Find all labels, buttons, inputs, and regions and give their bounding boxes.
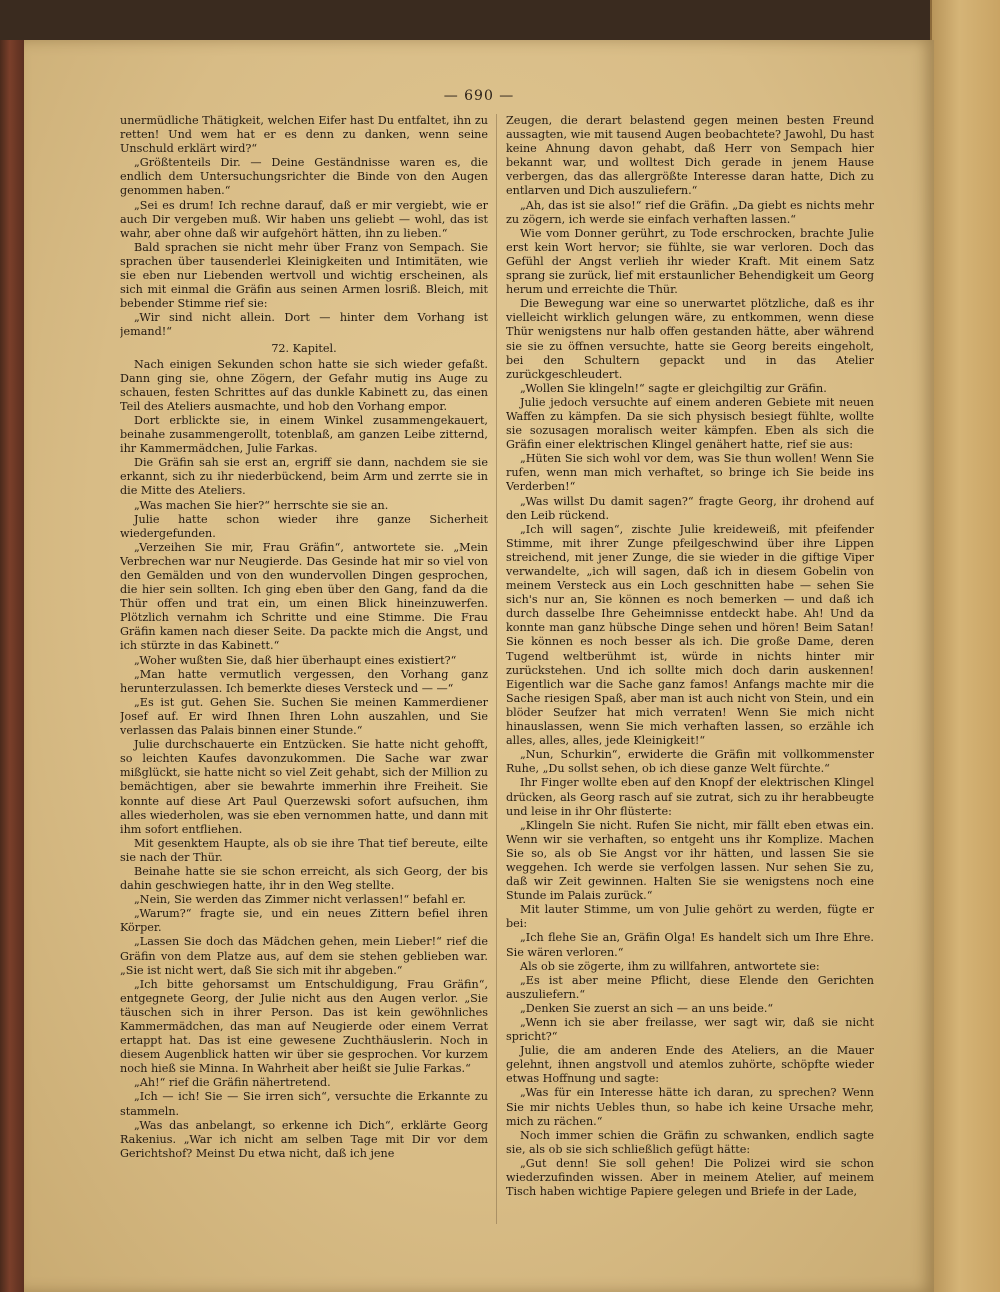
paragraph: „Ich flehe Sie an, Gräfin Olga! Es handelt sich um Ihre Ehre. Sie wären verloren.“	[506, 931, 874, 959]
paragraph: Noch immer schien die Gräfin zu schwanken, endlich sagte sie, als ob sie sich schließlich gefügt hätte:	[506, 1128, 874, 1156]
page-number: — 690 —	[443, 88, 515, 104]
paragraph: „Sei es drum! Ich rechne darauf, daß er mir vergiebt, wie er auch Dir vergeben muß. Wir haben uns geliebt — wohl, das ist wahr, aber ohne daß wir aufgehört hätten, ihn zu lieben.“	[120, 198, 488, 240]
paragraph: „Größtenteils Dir. — Deine Geständnisse waren es, die endlich dem Untersuchungsrichter die Binde von den Augen genommen haben.“	[120, 156, 488, 198]
paragraph: „Nun, Schurkin“, erwiderte die Gräfin mit vollkommenster Ruhe, „Du sollst sehen, ob ich diese ganze Welt fürchte.“	[506, 748, 874, 776]
paragraph: „Ich — ich! Sie — Sie irren sich“, versuchte die Erkannte zu stammeln.	[120, 1090, 488, 1118]
paragraph: „Was willst Du damit sagen?“ fragte Georg, ihr drohend auf den Leib rückend.	[506, 494, 874, 522]
paragraph: Als ob sie zögerte, ihm zu willfahren, antwortete sie:	[520, 959, 820, 973]
paragraph: Nach einigen Sekunden schon hatte sie sich wieder gefaßt. Dann ging sie, ohne Zögern, der Gefahr mutig ins Auge zu schauen, festen Schrittes auf das dunkle Kabinett zu, das einen Teil des Ateliers ausmachte, und hob den Vorhang empor.	[120, 357, 488, 413]
paragraph: „Klingeln Sie nicht. Rufen Sie nicht, mir fällt eben etwas ein. Wenn wir sie verhaften, so entgeht uns ihr Komplize. Machen Sie so, als ob Sie Angst vor ihr hätten, und lassen Sie sie weggehen. Ich werde sie verfolgen lassen. Nur sehen Sie zu, daß wir Zeit gewinnen. Halten Sie sie wenigstens noch eine Stunde im Palais zurück.“	[506, 818, 874, 903]
paragraph: Mit gesenktem Haupte, als ob sie ihre That tief bereute, eilte sie nach der Thür.	[120, 836, 488, 864]
paragraph: „Was machen Sie hier?“ herrschte sie sie an.	[134, 498, 389, 512]
paragraph: „Was das anbelangt, so erkenne ich Dich“, erklärte Georg Rakenius. „War ich nicht am selben Tage mit Dir vor dem Gerichtshof? Meinst Du etwa nicht, daß ich jene	[120, 1118, 488, 1160]
paragraph: „Ah, das ist sie also!“ rief die Gräfin. „Da giebt es nichts mehr zu zögern, ich werde sie einfach verhaften lassen.“	[506, 198, 874, 226]
paragraph: „Woher wußten Sie, daß hier überhaupt eines existiert?“	[134, 653, 457, 667]
column-divider	[496, 114, 497, 1224]
paragraph: „Wollen Sie klingeln!“ sagte er gleichgiltig zur Gräfin.	[520, 381, 827, 395]
paragraph: Ihr Finger wollte eben auf den Knopf der elektrischen Klingel drücken, als Georg rasch auf sie zutrat, sich zu ihr herabbeugte und leise in ihr Ohr flüsterte:	[506, 776, 874, 818]
paragraph: „Lassen Sie doch das Mädchen gehen, mein Lieber!“ rief die Gräfin von dem Platze aus, auf dem sie stehen geblieben war. „Sie ist nicht wert, daß Sie sich mit ihr abgeben.“	[120, 935, 488, 977]
paragraph: „Ich will sagen“, zischte Julie kreideweiß, mit pfeifender Stimme, mit ihrer Zunge pfeilgeschwind über ihre Lippen streichend, mit jener Zunge, die sie wieder in die giftige Viper verwandelte, „ich will sagen, daß ich in diesem Gobelin von meinem Versteck aus ein Loch geschnitten habe — sehen Sie sich's nur an, Sie können es noch bemerken — und daß ich durch dasselbe Ihre Geheimnisse entdeckt habe. Ah! Und da konnte man ganz hübsche Dinge sehen und hören! Beim Satan! Sie können es noch besser als ich. Die große Dame, deren Tugend weltberühmt ist, würde in nichts hinter mir zurückstehen. Und ich sollte mich doch darin auskennen! Eigentlich war die Sache ganz famos! Anfangs machte mir die Sache riesigen Spaß, aber man ist auch nicht von Stein, und ein blöder Seufzer hat mich verraten! Wenn Sie mich nicht hinauslassen, wenn Sie mich verhaften lassen, so erzähle ich alles, alles, alles, jede Kleinigkeit!“	[506, 522, 874, 748]
paragraph: Mit lauter Stimme, um von Julie gehört zu werden, fügte er bei:	[506, 903, 874, 931]
chapter-heading: 72. Kapitel.	[271, 341, 337, 355]
paragraph: „Ah!“ rief die Gräfin nähertretend.	[134, 1076, 331, 1090]
paragraph: Wie vom Donner gerührt, zu Tode erschrocken, brachte Julie erst kein Wort hervor; sie fühlte, sie war verloren. Doch das Gefühl der Angst verlieh ihr wieder Kraft. Mit einem Satz sprang sie zurück, lief mit erstaunlicher Behendigkeit um Georg herum und erreichte die Thür.	[506, 226, 874, 297]
paragraph: „Warum?“ fragte sie, und ein neues Zittern befiel ihren Körper.	[120, 907, 488, 935]
book-page	[24, 40, 934, 1292]
paragraph: Dort erblickte sie, in einem Winkel zusammengekauert, beinahe zusammengerollt, totenblaß, am ganzen Leibe zitternd, ihr Kammermädchen, Julie Farkas.	[120, 413, 488, 456]
paragraph: Bald sprachen sie nicht mehr über Franz von Sempach. Sie sprachen über tausenderlei Kleinigkeiten und Intimitäten, wie sie eben nur Liebenden wertvoll und wichtig erscheinen, als sich mit einmal die Gräfin aus seinen Armen losriß. Bleich, mit bebender Stimme rief sie:	[120, 240, 488, 311]
paragraph: „Ich bitte gehorsamst um Entschuldigung, Frau Gräfin“, entgegnete Georg, der Julie nicht aus den Augen verlor. „Sie täuschen sich in ihrer Person. Das ist kein gewöhnliches Kammermädchen, das man auf Neugierde oder einem Verrat ertappt hat. Das ist eine gewesene Zuchthäuslerin. Noch in diesem Augenblick hatten wir über sie gesprochen. Vor kurzem noch hieß sie Minna. In Wahrheit aber heißt sie Julie Farkas.“	[120, 977, 488, 1076]
book-cover-edge	[0, 40, 24, 1292]
paragraph: „Man hatte vermutlich vergessen, den Vorhang ganz herunterzulassen. Ich bemerkte dieses Versteck und — —“	[120, 667, 488, 695]
paragraph: Zeugen, die derart belastend gegen meinen besten Freund aussagten, wie mit tausend Augen beobachtete? Jawohl, Du hast keine Ahnung davon gehabt, daß Herr von Sempach hier bekannt war, und wolltest Dich gerade in jenem Hause verbergen, das das allergrößte Interesse daran hatte, Dich zu entlarven und Dich auszuliefern.“	[506, 114, 874, 198]
left-column	[120, 114, 488, 1224]
paragraph: „Nein, Sie werden das Zimmer nicht verlassen!“ befahl er.	[134, 893, 466, 907]
paragraph: unermüdliche Thätigkeit, welchen Eifer hast Du entfaltet, ihn zu retten! Und wem hat er es denn zu danken, wenn seine Unschuld erklärt wird?“	[120, 114, 488, 156]
paragraph: Julie hatte schon wieder ihre ganze Sicherheit wiedergefunden.	[120, 512, 488, 540]
paragraph: „Wir sind nicht allein. Dort — hinter dem Vorhang ist jemand!“	[120, 311, 488, 339]
paragraph: Julie durchschauerte ein Entzücken. Sie hatte nicht gehofft, so leichten Kaufes davonzukommen. Die Sache war zwar mißglückt, sie hatte nicht so viel Zeit gehabt, sich der Million zu bemächtigen, aber sie bewahrte immerhin ihre Freiheit. Sie konnte auf diese Art Paul Querzewski sofort aufsuchen, ihm alles wiederholen, was sie eben vernommen hatte, und dann mit ihm sofort entfliehen.	[120, 738, 488, 836]
paragraph: „Gut denn! Sie soll gehen! Die Polizei wird sie schon wiederzufinden wissen. Aber in meinem Atelier, auf meinem Tisch haben wichtige Papiere gelegen und Briefe in der Lade,	[506, 1156, 874, 1199]
paragraph: „Es ist gut. Gehen Sie. Suchen Sie meinen Kammerdiener Josef auf. Er wird Ihnen Ihren Lohn auszahlen, und Sie verlassen das Palais binnen einer Stunde.“	[120, 695, 488, 738]
paragraph: Julie, die am anderen Ende des Ateliers, an die Mauer gelehnt, ihnen angstvoll und atemlos zuhörte, schöpfte wieder etwas Hoffnung und sagte:	[506, 1044, 874, 1086]
paragraph: „Wenn ich sie aber freilasse, wer sagt wir, daß sie nicht spricht?“	[506, 1016, 874, 1044]
paragraph: Die Bewegung war eine so unerwartet plötzliche, daß es ihr vielleicht wirklich gelungen wäre, zu entkommen, wenn diese Thür wenigstens nur halb offen gestanden hätte, aber während sie sie zu öffnen versuchte, hatte sie Georg bereits eingeholt, bei den Schultern gepackt und in das Atelier zurückgeschleudert.	[506, 297, 874, 381]
paragraph: „Verzeihen Sie mir, Frau Gräfin“, antwortete sie. „Mein Verbrechen war nur Neugierde. Das Gesinde hat mir so viel von den Gemälden und von den wundervollen Dingen gesprochen, die hier sein sollten. Ich ging eben über den Gang, fand da die Thür offen und trat ein, um einen Blick hineinzuwerfen. Plötzlich vernahm ich Schritte und eine Stimme. Die Frau Gräfin kamen nach dieser Seite. Da packte mich die Angst, und ich stürzte in das Kabinett.“	[120, 540, 488, 653]
right-column	[506, 114, 874, 1224]
paragraph: Julie jedoch versuchte auf einem anderen Gebiete mit neuen Waffen zu kämpfen. Da sie sich physisch besiegt fühlte, wollte sie sozusagen moralisch weiter kämpfen. Eben als sich die Gräfin einer elektrischen Klingel genähert hatte, rief sie aus:	[506, 395, 874, 452]
paragraph: „Es ist aber meine Pflicht, diese Elende den Gerichten auszuliefern.“	[506, 973, 874, 1001]
paragraph: Beinahe hatte sie sie schon erreicht, als sich Georg, der bis dahin geschwiegen hatte, ihr in den Weg stellte.	[120, 864, 488, 893]
paragraph: „Was für ein Interesse hätte ich daran, zu sprechen? Wenn Sie mir nichts Uebles thun, so habe ich keine Ursache mehr, mich zu rächen.“	[506, 1086, 874, 1128]
paragraph: „Denken Sie zuerst an sich — an uns beide.“	[520, 1001, 774, 1015]
paragraph: Die Gräfin sah sie erst an, ergriff sie dann, nachdem sie sie erkannt, sich zu ihr niederbückend, beim Arm und zerrte sie in die Mitte des Ateliers.	[120, 456, 488, 498]
next-page-edge	[930, 0, 1000, 1292]
paragraph: „Hüten Sie sich wohl vor dem, was Sie thun wollen! Wenn Sie rufen, wenn man mich verhaftet, so bringe ich Sie beide ins Verderben!“	[506, 452, 874, 494]
